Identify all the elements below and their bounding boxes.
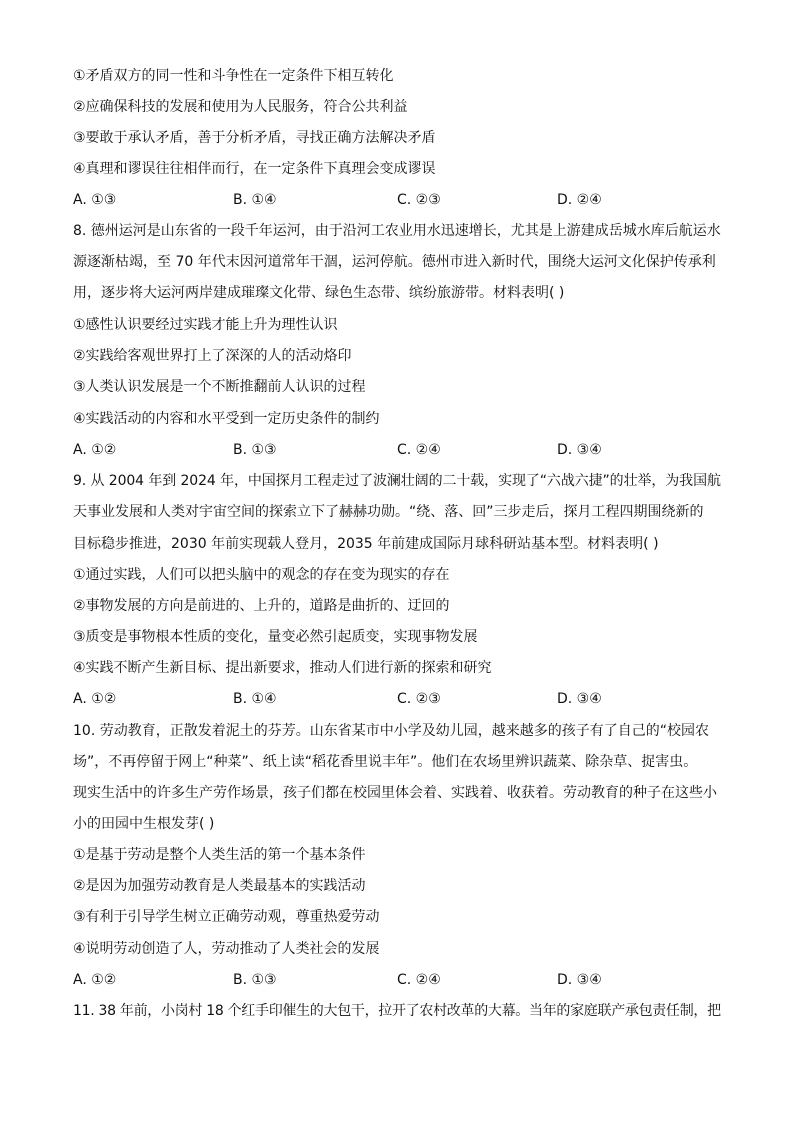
q7-item-2: ②应确保科技的发展和使用为人民服务，符合公共利益 — [73, 99, 408, 115]
q10-item-2: ②是因为加强劳动教育是人类最基本的实践活动 — [73, 878, 366, 894]
q10-item-4: ④说明劳动创造了人，劳动推动了人类社会的发展 — [73, 941, 380, 957]
q9-item-2: ②事物发展的方向是前进的、上升的，道路是曲折的、迂回的 — [73, 598, 450, 614]
q7-option-c: C. ②③ — [397, 192, 441, 208]
q8-option-b: B. ①③ — [233, 442, 277, 458]
q9-option-a: A. ①② — [73, 691, 117, 707]
q10-stem-line-3: 现实生活中的许多生产劳作场景，孩子们都在校园里体会着、实践着、收获着。劳动教育的种子在这些小 — [73, 785, 717, 801]
q8-stem-line-3: 用，逐步将大运河两岸建成璀璨文化带、绿色生态带、缤纷旅游带。材料表明( ) — [73, 285, 565, 301]
q10-option-c: C. ②④ — [397, 972, 441, 988]
q9-item-1: ①通过实践，人们可以把头脑中的观念的存在变为现实的存在 — [73, 567, 450, 583]
q7-option-a: A. ①③ — [73, 192, 117, 208]
q8-item-3: ③人类认识发展是一个不断推翻前人认识的过程 — [73, 379, 366, 395]
q10-stem-line-2: 场”，不再停留于网上“种菜”、纸上读“稻花香里说丰年”。他们在农场里辨识蔬菜、除杂草、捉害虫。 — [73, 754, 698, 770]
q8-stem-line-1: 8. 德州运河是山东省的一段千年运河，由于沿河工农业用水迅速增长，尤其是上游建成岳城水库后航运水 — [73, 223, 721, 239]
q9-option-c: C. ②③ — [397, 691, 441, 707]
q9-option-b: B. ①④ — [233, 691, 277, 707]
q10-item-3: ③有利于引导学生树立正确劳动观，尊重热爱劳动 — [73, 909, 380, 925]
q8-item-1: ①感性认识要经过实践才能上升为理性认识 — [73, 317, 338, 333]
q8-stem-line-2: 源逐渐枯竭，至 70 年代末因河道常年干涸，运河停航。德州市进入新时代，围绕大运河文化保护传承利 — [73, 254, 716, 270]
q10-option-a: A. ①② — [73, 972, 117, 988]
q7-option-b: B. ①④ — [233, 192, 277, 208]
q7-item-3: ③要敢于承认矛盾，善于分析矛盾，寻找正确方法解决矛盾 — [73, 130, 436, 146]
q8-item-4: ④实践活动的内容和水平受到一定历史条件的制约 — [73, 411, 380, 427]
q10-option-b: B. ①③ — [233, 972, 277, 988]
q10-stem-line-4: 小的田园中生根发芽( ) — [73, 816, 215, 832]
q7-item-1: ①矛盾双方的同一性和斗争性在一定条件下相互转化 — [73, 68, 394, 84]
q11-stem-line-1: 11. 38 年前，小岗村 18 个红手印催生的大包干，拉开了农村改革的大幕。当年的家庭联产承包责任制，把 — [73, 1003, 721, 1019]
q8-option-a: A. ①② — [73, 442, 117, 458]
q8-item-2: ②实践给客观世界打上了深深的人的活动烙印 — [73, 348, 352, 364]
q7-option-d: D. ②④ — [557, 192, 602, 208]
q8-option-c: C. ②④ — [397, 442, 441, 458]
q10-option-d: D. ③④ — [557, 972, 602, 988]
q9-option-d: D. ③④ — [557, 691, 602, 707]
q10-stem-line-1: 10. 劳动教育，正散发着泥土的芬芳。山东省某市中小学及幼儿园，越来越多的孩子有了自己的“校园农 — [73, 723, 709, 739]
q9-item-3: ③质变是事物根本性质的变化，量变必然引起质变，实现事物发展 — [73, 629, 478, 645]
q8-option-d: D. ③④ — [557, 442, 602, 458]
q9-stem-line-3: 目标稳步推进，2030 年前实现载人登月，2035 年前建成国际月球科研站基本型。材料表明( ) — [73, 536, 659, 552]
q10-item-1: ①是基于劳动是整个人类生活的第一个基本条件 — [73, 847, 366, 863]
q9-stem-line-1: 9. 从 2004 年到 2024 年，中国探月工程走过了波澜壮阔的二十载，实现了“六战六捷”的壮举，为我国航 — [73, 473, 721, 489]
q7-item-4: ④真理和谬误往往相伴而行，在一定条件下真理会变成谬误 — [73, 161, 436, 177]
q9-stem-line-2: 天事业发展和人类对宇宙空间的探索立下了赫赫功勋。“绕、落、回”三步走后，探月工程四期围绕新的 — [73, 504, 704, 520]
q9-item-4: ④实践不断产生新目标、提出新要求，推动人们进行新的探索和研究 — [73, 660, 492, 676]
